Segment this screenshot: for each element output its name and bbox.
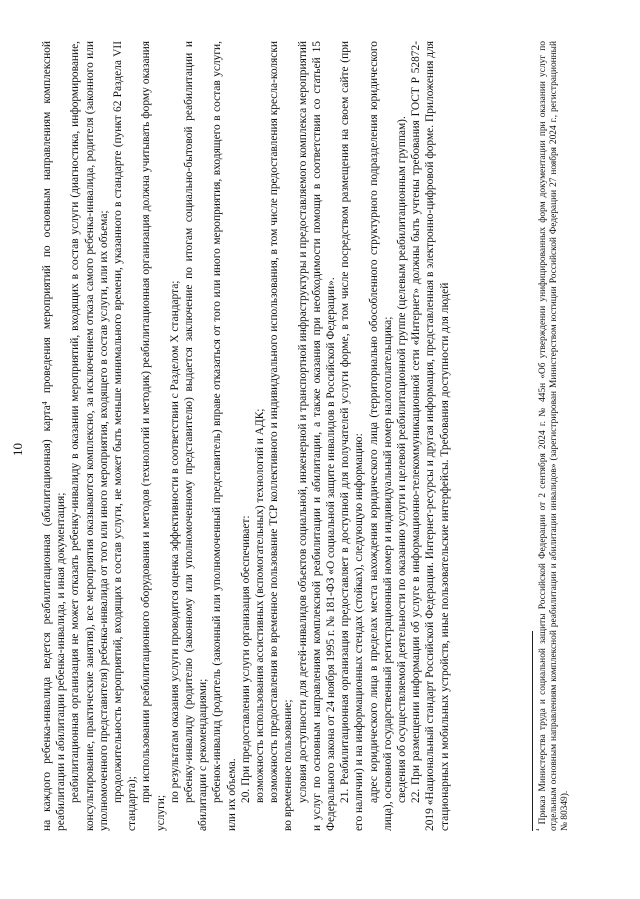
paragraph-15: 22. При размещении информации об услуге в информационно-телекоммуникационной сети «Интернет» должны быть учтены требования ГОСТ Р 52872-2019 «Национальный стандарт Российской Федерации. Интернет-ресурсы и другая информация, представленная в электронно-цифровой форме. Приложения для стационарных и мобильных устройств, иные пользовательские интерфейсы. Требования доступности для людей bbox=[410, 41, 451, 831]
footnotes bbox=[534, 41, 572, 831]
paragraph-5: по результатам оказания услуги проводится оценка эффективности в соответствии с Разделом X стандарта; bbox=[168, 280, 181, 803]
footnote-4 bbox=[534, 41, 572, 831]
footnote-separator bbox=[532, 631, 533, 831]
document-body bbox=[40, 41, 452, 831]
paragraph-8: 20. При предоставлении услуги организация обеспечивает: bbox=[239, 515, 252, 803]
paragraph-3: продолжительность мероприятий, входящих в состав услуги, не может быть меньше минимального времени, указанного в стандарте (пункт 62 Раздела VII стандарта); bbox=[112, 41, 139, 831]
paragraph-4: при использовании реабилитационного оборудования и методов (технологий и методик) реабилитационная организация должна учитывать форму оказания услуги; bbox=[140, 41, 167, 831]
paragraph-1: на каждого ребенка-инвалида ведется реабилитационная (абилитационная) карта⁴ проведения мероприятий по основным направлениям комплексной реабилитации и абилитации ребенка-инвалида, и иная документация; bbox=[41, 41, 68, 831]
paragraph-2: реабилитационная организация не может отказать ребенку-инвалиду в оказании мероприятий, входящих в состав услуги (диагностика, информирование, консультирование, практические занятия), все мероприятия оказываются комплексно, за исключением отказа самого ребенка-инвалида, родителя (законного или уполномоченного представителя) ребенка-инвалида от того или иного мероприятия, входящего в состав услуги, или их объема; bbox=[69, 41, 110, 831]
page-number: 10 bbox=[10, 443, 25, 456]
paragraph-7: ребенок-инвалид (родитель (законный или уполномоченный представитель) вправе отказаться от того или иного мероприятия, входящего в состав услуги, или их объема. bbox=[211, 41, 238, 831]
paragraph-11: условия доступности для детей-инвалидов объектов социальной, инженерной и транспортной инфраструктуры и предоставляемого комплекса мероприятий и услуг по основным направлениям комплексной реабилитации и абилитации, а также оказания при необходимости помощи в соответствии со статьей 15 Федерального закона от 24 ноября 1995 г. № 181-ФЗ «О социальной защите инвалидов в Российской Федерации». bbox=[296, 41, 338, 831]
footnote-marker: ⁴ bbox=[534, 828, 543, 831]
paragraph-10: возможность предоставления во временное пользование ТСР коллективного и индивидуального использования, в том числе предоставления кресла-коляски во временное пользование; bbox=[268, 41, 295, 831]
paragraph-14: сведения об осуществляемой деятельности по оказанию услуги и целевой реабилитационной группе (целевым реабилитационным группам). bbox=[396, 116, 409, 803]
paragraph-12: 21. Реабилитационная организация предоставляет в доступной для получателей услуги форме, в том числе посредством размещения на своем сайте (при его наличии) и на информационных стендах (стойках), следующую информацию: bbox=[339, 41, 366, 831]
footnote-text: Приказ Министерства труда и социальной защиты Российской Федерации от 2 сентября 2024 г. № 445н «Об утверждении унифицированных форм документации при оказании услуг по отдельным основным направлениям комплексной реабилитации и абилитации инвалидов» (зарегистрирован Министерством юстиции Российской Федерации 27 ноября 2024 г., регистрационный № 80349). bbox=[538, 41, 571, 831]
paragraph-6: ребенку-инвалиду (родителю (законному или уполномоченному представителю) выдается заключение по итогам социально-бытовой реабилитации и абилитации с рекомендациями; bbox=[183, 41, 210, 831]
paragraph-9: возможность использования ассистивных (вспомогательных) технологий и АДК; bbox=[254, 408, 267, 803]
paragraph-13: адрес юридического лица в пределах места нахождения юридического лица (территориально обособленного структурного подразделения юридического лица), основной государственный регистрационный номер и индивидуальный номер налогоплательщика; bbox=[367, 41, 394, 831]
